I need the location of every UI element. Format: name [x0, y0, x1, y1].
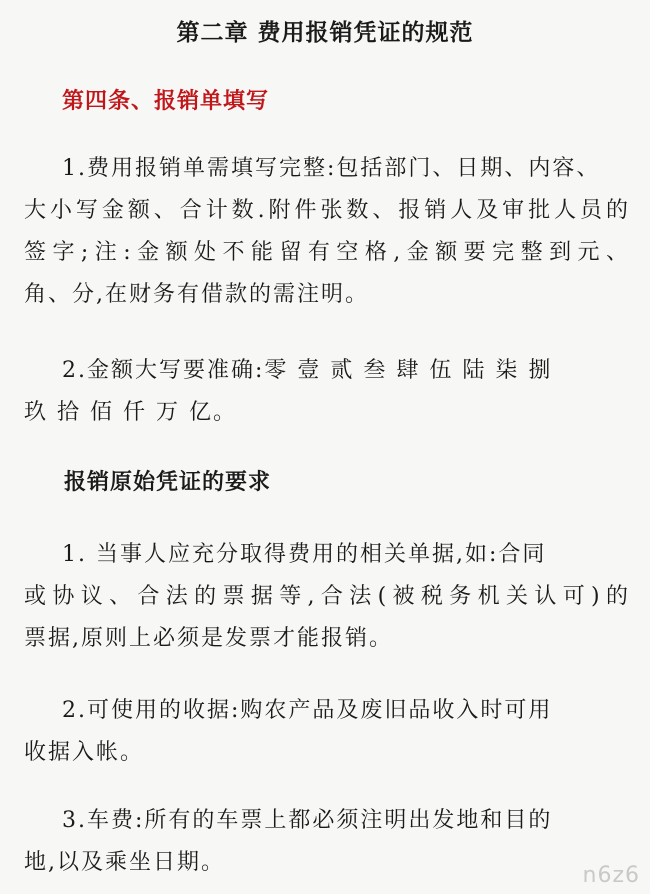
paragraph-line: 1. 当事人应充分取得费用的相关单据,如:合同 — [62, 542, 547, 567]
paragraph-line: 或协议、合法的票据等,合法(被税务机关认可)的 — [24, 584, 630, 609]
paragraph-obtain-documents — [24, 534, 630, 660]
section-title-original-vouchers: 报销原始凭证的要求 — [64, 469, 272, 495]
paragraph-form-completeness — [24, 148, 630, 316]
paragraph-receipts — [24, 690, 630, 774]
paragraph-transport-fees — [24, 800, 630, 884]
paragraph-line: 2.金额大写要准确:零 壹 贰 叁 肆 伍 陆 柒 捌 — [62, 358, 553, 383]
paragraph-line: 角、分,在财务有借款的需注明。 — [24, 282, 369, 307]
paragraph-line: 收据入帐。 — [24, 740, 145, 765]
paragraph-line: 3.车费:所有的车票上都必须注明出发地和目的 — [62, 808, 553, 833]
paragraph-line: 2.可使用的收据:购农产品及废旧品收入时可用 — [62, 698, 553, 723]
paragraph-line: 玖 拾 佰 仟 万 亿。 — [24, 400, 237, 425]
section-title-reimbursement-form: 第四条、报销单填写 — [62, 88, 270, 114]
paragraph-amount-uppercase — [24, 350, 630, 434]
paragraph-line: 1.费用报销单需填写完整:包括部门、日期、内容、 — [62, 156, 601, 181]
paragraph-line: 地,以及乘坐日期。 — [24, 850, 225, 875]
paragraph-line: 大小写金额、合计数.附件张数、报销人及审批人员的 — [24, 198, 630, 223]
paragraph-line: 票据,原则上必须是发票才能报销。 — [24, 626, 393, 651]
watermark: n6z6 — [582, 863, 640, 888]
chapter-title: 第二章 费用报销凭证的规范 — [176, 19, 474, 46]
paragraph-line: 签字;注:金额处不能留有空格,金额要完整到元、 — [24, 240, 630, 265]
